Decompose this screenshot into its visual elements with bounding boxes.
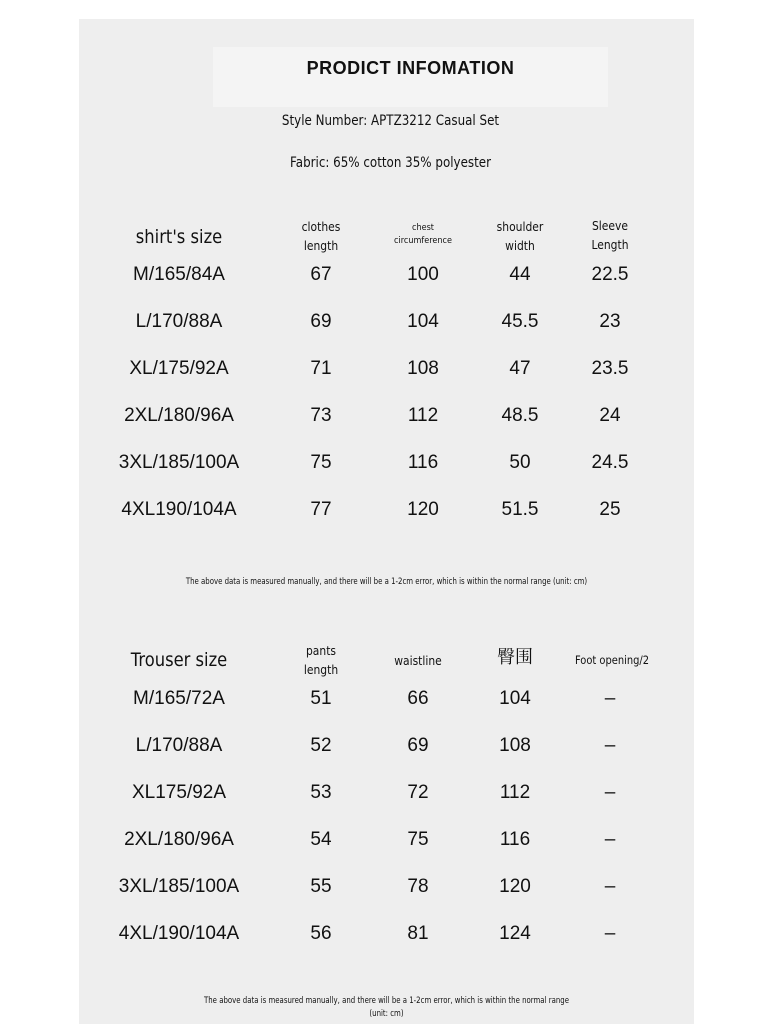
shirt-row-size-label: 3XL/185/100A: [118, 452, 240, 473]
trouser-row-size-label: 2XL/180/96A: [124, 829, 234, 850]
shirt-row-value-cell: 47: [509, 358, 531, 379]
col-header-line: Foot opening/2: [574, 653, 650, 667]
shirt-row-value-cell: 22.5: [591, 264, 629, 285]
col-header-foot-opening: [560, 651, 663, 670]
shirt-row-value-cell: 116: [407, 452, 439, 473]
trouser-row-value-cell: 72: [407, 782, 429, 803]
trouser-row-value-cell: 112: [499, 782, 531, 803]
col-header-line: chest: [412, 223, 434, 233]
shirt-row-value-cell: 120: [407, 499, 439, 520]
shirt-row-size-label: 4XL190/104A: [121, 499, 237, 520]
col-header-line: Length: [591, 237, 629, 252]
shirt-row-value-cell: 23.5: [591, 358, 629, 379]
trouser-row-value-cell: 124: [499, 923, 531, 944]
trouser-row-value-cell: 120: [499, 876, 531, 897]
shirt-row-value-cell: 108: [407, 358, 439, 379]
trouser-measurement-unit: (unit: cm): [369, 1009, 404, 1019]
trouser-row-size-label: XL175/92A: [131, 782, 227, 803]
col-header-waistline: [375, 651, 461, 670]
shirt-row-value-cell: 73: [310, 405, 332, 426]
trouser-row-value-cell: –: [604, 876, 616, 897]
trouser-row-value-cell: 54: [310, 829, 332, 850]
col-header-hip: [465, 643, 565, 669]
shirt-row-value-cell: 24: [599, 405, 621, 426]
col-header-clothes-length: [278, 217, 364, 255]
trouser-row-value-cell: –: [604, 829, 616, 850]
shirt-row-value-cell: 24.5: [591, 452, 629, 473]
trouser-row-size-label: M/165/72A: [133, 688, 225, 709]
trouser-row-value-cell: 53: [310, 782, 332, 803]
shirt-row-size-label: XL/175/92A: [129, 358, 229, 379]
trouser-measurement-note: The above data is measured manually, and there will be a 1-2cm error, which is within the normal range: [204, 996, 569, 1006]
trouser-row-value-cell: 104: [499, 688, 531, 709]
col-header-chest: [369, 222, 477, 248]
shirt-row-size-label: 2XL/180/96A: [124, 405, 234, 426]
shirt-row-value-cell: 77: [310, 499, 332, 520]
trouser-row-size-label: 4XL/190/104A: [118, 923, 240, 944]
col-header-line: waistline: [394, 653, 442, 668]
col-header-sleeve: [567, 216, 653, 254]
shirt-row-value-cell: 100: [407, 264, 439, 285]
col-header-line: length: [303, 662, 339, 677]
col-header-pants-length: [278, 641, 364, 679]
shirt-row-value-cell: 67: [310, 264, 332, 285]
shirt-row-value-cell: 45.5: [501, 311, 539, 332]
shirt-row-value-cell: 75: [310, 452, 332, 473]
trouser-row-value-cell: 55: [310, 876, 332, 897]
trouser-row-value-cell: 108: [499, 735, 531, 756]
col-header-line: length: [303, 238, 339, 253]
trouser-row-value-cell: –: [604, 782, 616, 803]
trouser-row-value-cell: 116: [499, 829, 531, 850]
trouser-row-value-cell: –: [604, 688, 616, 709]
trouser-row-value-cell: –: [604, 735, 616, 756]
shirt-row-value-cell: 71: [310, 358, 332, 379]
trouser-row-value-cell: 78: [407, 876, 429, 897]
trouser-table-title: Trouser size: [130, 649, 228, 671]
shirt-table-title: shirt's size: [135, 226, 223, 248]
col-header-line: 臀围: [497, 647, 533, 668]
trouser-row-value-cell: –: [604, 923, 616, 944]
style-number: Style Number: APTZ3212 Casual Set: [281, 113, 500, 129]
shirt-row-value-cell: 112: [407, 405, 439, 426]
trouser-row-size-label: 3XL/185/100A: [118, 876, 240, 897]
col-header-line: Sleeve: [591, 218, 629, 233]
shirt-row-value-cell: 48.5: [501, 405, 539, 426]
shirt-row-size-label: L/170/88A: [135, 311, 223, 332]
col-header-shoulder: [477, 217, 563, 255]
trouser-row-value-cell: 56: [310, 923, 332, 944]
trouser-row-value-cell: 69: [407, 735, 429, 756]
col-header-line: width: [505, 238, 535, 253]
page-title: PRODICT INFOMATION: [306, 58, 515, 78]
trouser-row-value-cell: 81: [407, 923, 429, 944]
shirt-row-value-cell: 104: [407, 311, 439, 332]
shirt-row-value-cell: 50: [509, 452, 531, 473]
shirt-row-value-cell: 25: [599, 499, 621, 520]
shirt-row-value-cell: 69: [310, 311, 332, 332]
fabric-info: Fabric: 65% cotton 35% polyester: [290, 155, 491, 171]
shirt-row-value-cell: 51.5: [501, 499, 539, 520]
shirt-row-value-cell: 44: [509, 264, 531, 285]
shirt-row-value-cell: 23: [599, 311, 621, 332]
col-header-line: pants: [305, 643, 337, 658]
col-header-line: clothes: [301, 219, 341, 234]
trouser-row-value-cell: 52: [310, 735, 332, 756]
trouser-row-value-cell: 51: [310, 688, 332, 709]
col-header-line: shoulder: [496, 219, 544, 234]
trouser-row-value-cell: 75: [407, 829, 429, 850]
shirt-row-size-label: M/165/84A: [133, 264, 225, 285]
shirt-measurement-note: The above data is measured manually, and there will be a 1-2cm error, which is within the normal range (unit: cm): [185, 577, 588, 587]
trouser-row-value-cell: 66: [407, 688, 429, 709]
trouser-row-size-label: L/170/88A: [135, 735, 223, 756]
col-header-line: circumference: [394, 236, 452, 246]
